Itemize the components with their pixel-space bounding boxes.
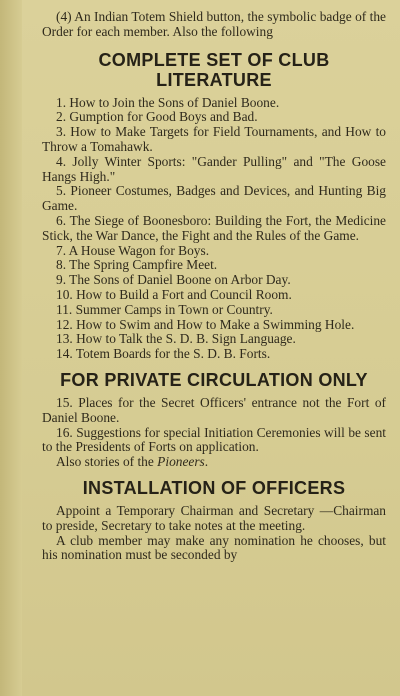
list-item: 8. The Spring Campfire Meet. <box>56 257 218 273</box>
literature-list <box>42 96 386 362</box>
installation-heading: INSTALLATION OF OFFICERS <box>82 477 346 498</box>
list-item: 2. Gumption for Good Boys and Bad. <box>56 109 258 125</box>
list-item: 11. Summer Camps in Town or Country. <box>56 301 273 317</box>
literature-heading <box>42 50 386 90</box>
private-heading: FOR PRIVATE CIRCULATION ONLY <box>60 369 368 390</box>
literature-heading-line1: COMPLETE SET OF CLUB <box>98 49 330 70</box>
list-item: 4. Jolly Winter Sports: "Gander Pulling" and "The Goose Hangs High." <box>42 153 386 184</box>
also-stories <box>42 455 386 470</box>
list-item: 9. The Sons of Daniel Boone on Arbor Day. <box>56 272 291 288</box>
also-prefix: Also stories of the <box>56 454 158 470</box>
intro-paragraph: (4) An Indian Totem Shield button, the symbolic badge of the Order for each member. Also the following <box>42 9 386 39</box>
list-item: 3. How to Make Targets for Field Tournaments, and How to Throw a Tomahawk. <box>42 124 386 154</box>
list-item: 1. How to Join the Sons of Daniel Boone. <box>56 94 280 110</box>
list-item: 10. How to Build a Fort and Council Room. <box>56 286 292 302</box>
list-item: 6. The Siege of Boonesboro: Building the Fort, the Medicine Stick, the War Dance, the Fight and the Rules of the Game. <box>42 212 386 243</box>
list-item: 7. A House Wagon for Boys. <box>56 242 210 258</box>
list-item: 13. How to Talk the S. D. B. Sign Language. <box>56 331 296 347</box>
list-item: 15. Places for the Secret Officers' entrance not the Fort of Daniel Boone. <box>42 394 386 425</box>
list-item: 14. Totem Boards for the S. D. B. Forts. <box>56 346 271 362</box>
literature-heading-line2: LITERATURE <box>156 69 272 90</box>
private-list <box>42 396 386 470</box>
installation-paragraph: Appoint a Temporary Chairman and Secretary —Chairman to preside, Secretary to take notes at the meeting. <box>42 502 386 533</box>
also-italic: Pioneers <box>157 454 205 470</box>
installation-paragraph: A club member may make any nomination he chooses, but his nomination must be seconded by <box>42 532 386 563</box>
list-item: 12. How to Swim and How to Make a Swimming Hole. <box>56 316 355 332</box>
also-suffix: . <box>204 454 209 470</box>
list-item: 16. Suggestions for special Initiation Ceremonies will be sent to the Presidents of Forts on application. <box>42 424 386 455</box>
list-item: 5. Pioneer Costumes, Badges and Devices, and Hunting Big Game. <box>42 183 386 214</box>
